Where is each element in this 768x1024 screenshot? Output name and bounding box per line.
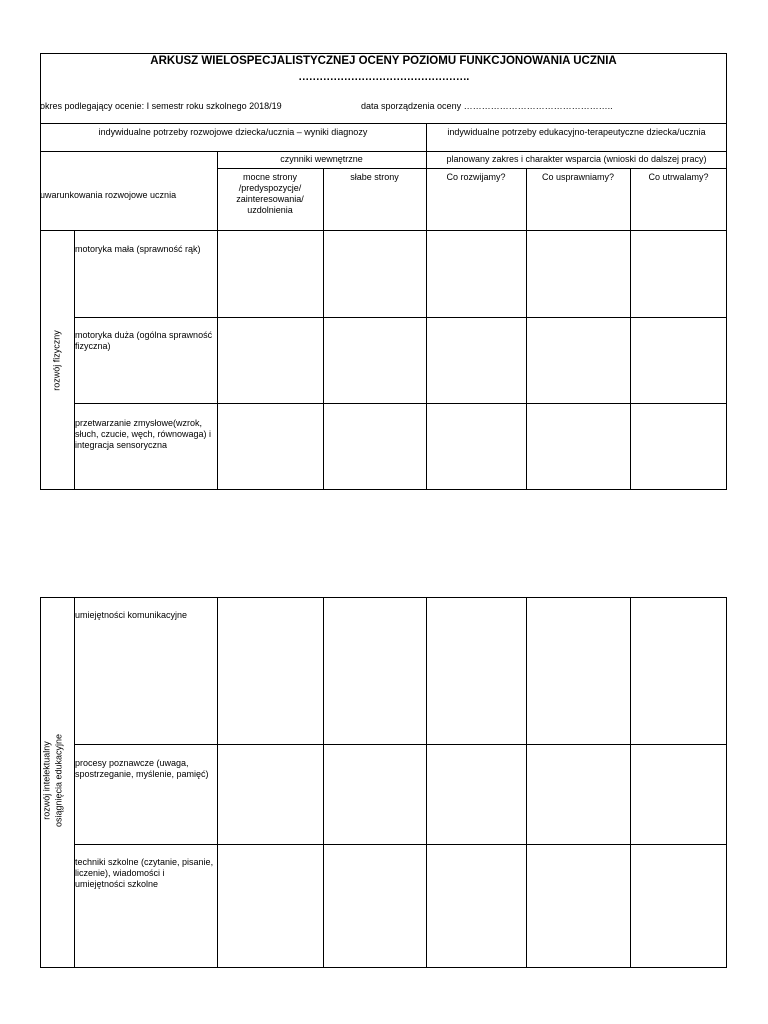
row-label-school-skills: techniki szkolne (czytanie, pisanie, liczenie), wiadomości i umiejętności szkolne bbox=[75, 857, 214, 889]
row-label-sensory: przetwarzanie zmysłowe(wzrok, słuch, czucie, węch, równowaga) i integracja sensoryczna bbox=[75, 418, 212, 450]
left-section-header: indywidualne potrzeby rozwojowe dziecka/ucznia – wyniki diagnozy bbox=[98, 127, 368, 137]
date-label: data sporządzenia oceny ………………………………………….. bbox=[361, 101, 613, 111]
rule bbox=[40, 230, 727, 231]
rule bbox=[40, 151, 727, 152]
rule bbox=[526, 168, 527, 490]
strengths-header: mocne strony /predyspozycje/ zainteresowania/ uzdolnienia bbox=[236, 172, 304, 215]
group-label-achievements: osiągnięcia edukacyjne bbox=[53, 733, 64, 828]
consolidate-header: Co utrwalamy? bbox=[648, 172, 709, 182]
row-label-gross-motor: motoryka duża (ogólna sprawność fizyczna) bbox=[75, 330, 213, 351]
rule bbox=[323, 597, 324, 968]
develop-header: Co rozwijamy? bbox=[446, 172, 506, 182]
rule bbox=[40, 123, 727, 124]
rule bbox=[74, 597, 75, 968]
row-label-header: uwarunkowania rozwojowe ucznia bbox=[40, 190, 177, 200]
period-label: okres podlegający ocenie: I semestr roku szkolnego 2018/19 bbox=[40, 101, 282, 111]
rule bbox=[74, 230, 75, 490]
rule bbox=[526, 597, 527, 968]
rule bbox=[217, 151, 218, 490]
right-section-header: indywidualne potrzeby edukacyjno-terapeutyczne dziecka/ucznia bbox=[447, 127, 706, 137]
row-label-cognitive: procesy poznawcze (uwaga, spostrzeganie, myślenie, pamięć) bbox=[75, 758, 209, 779]
rule bbox=[630, 597, 631, 968]
rule bbox=[323, 168, 324, 490]
group-label-intellectual: rozwój intelektualny bbox=[41, 741, 52, 820]
sheet-title: ARKUSZ WIELOSPECJALISTYCZNEJ OCENY POZIOMU FUNKCJONOWANIA UCZNIA bbox=[150, 55, 617, 67]
rule bbox=[217, 168, 727, 169]
row-label-fine-motor: motoryka mała (sprawność rąk) bbox=[75, 244, 201, 254]
rule bbox=[426, 597, 427, 968]
assessment-table-bottom bbox=[40, 597, 727, 968]
rule bbox=[217, 597, 218, 968]
support-plan-header: planowany zakres i charakter wsparcia (wnioski do dalszej pracy) bbox=[446, 154, 707, 164]
group-label-physical: rozwój fizyczny bbox=[51, 330, 62, 391]
weaknesses-header: słabe strony bbox=[350, 172, 399, 182]
rule bbox=[630, 168, 631, 490]
improve-header: Co usprawniamy? bbox=[541, 172, 615, 182]
row-label-communication: umiejętności komunikacyjne bbox=[75, 610, 188, 620]
title-dots: …………………………………………. bbox=[298, 71, 469, 83]
internal-factors-header: czynniki wewnętrzne bbox=[280, 154, 363, 164]
